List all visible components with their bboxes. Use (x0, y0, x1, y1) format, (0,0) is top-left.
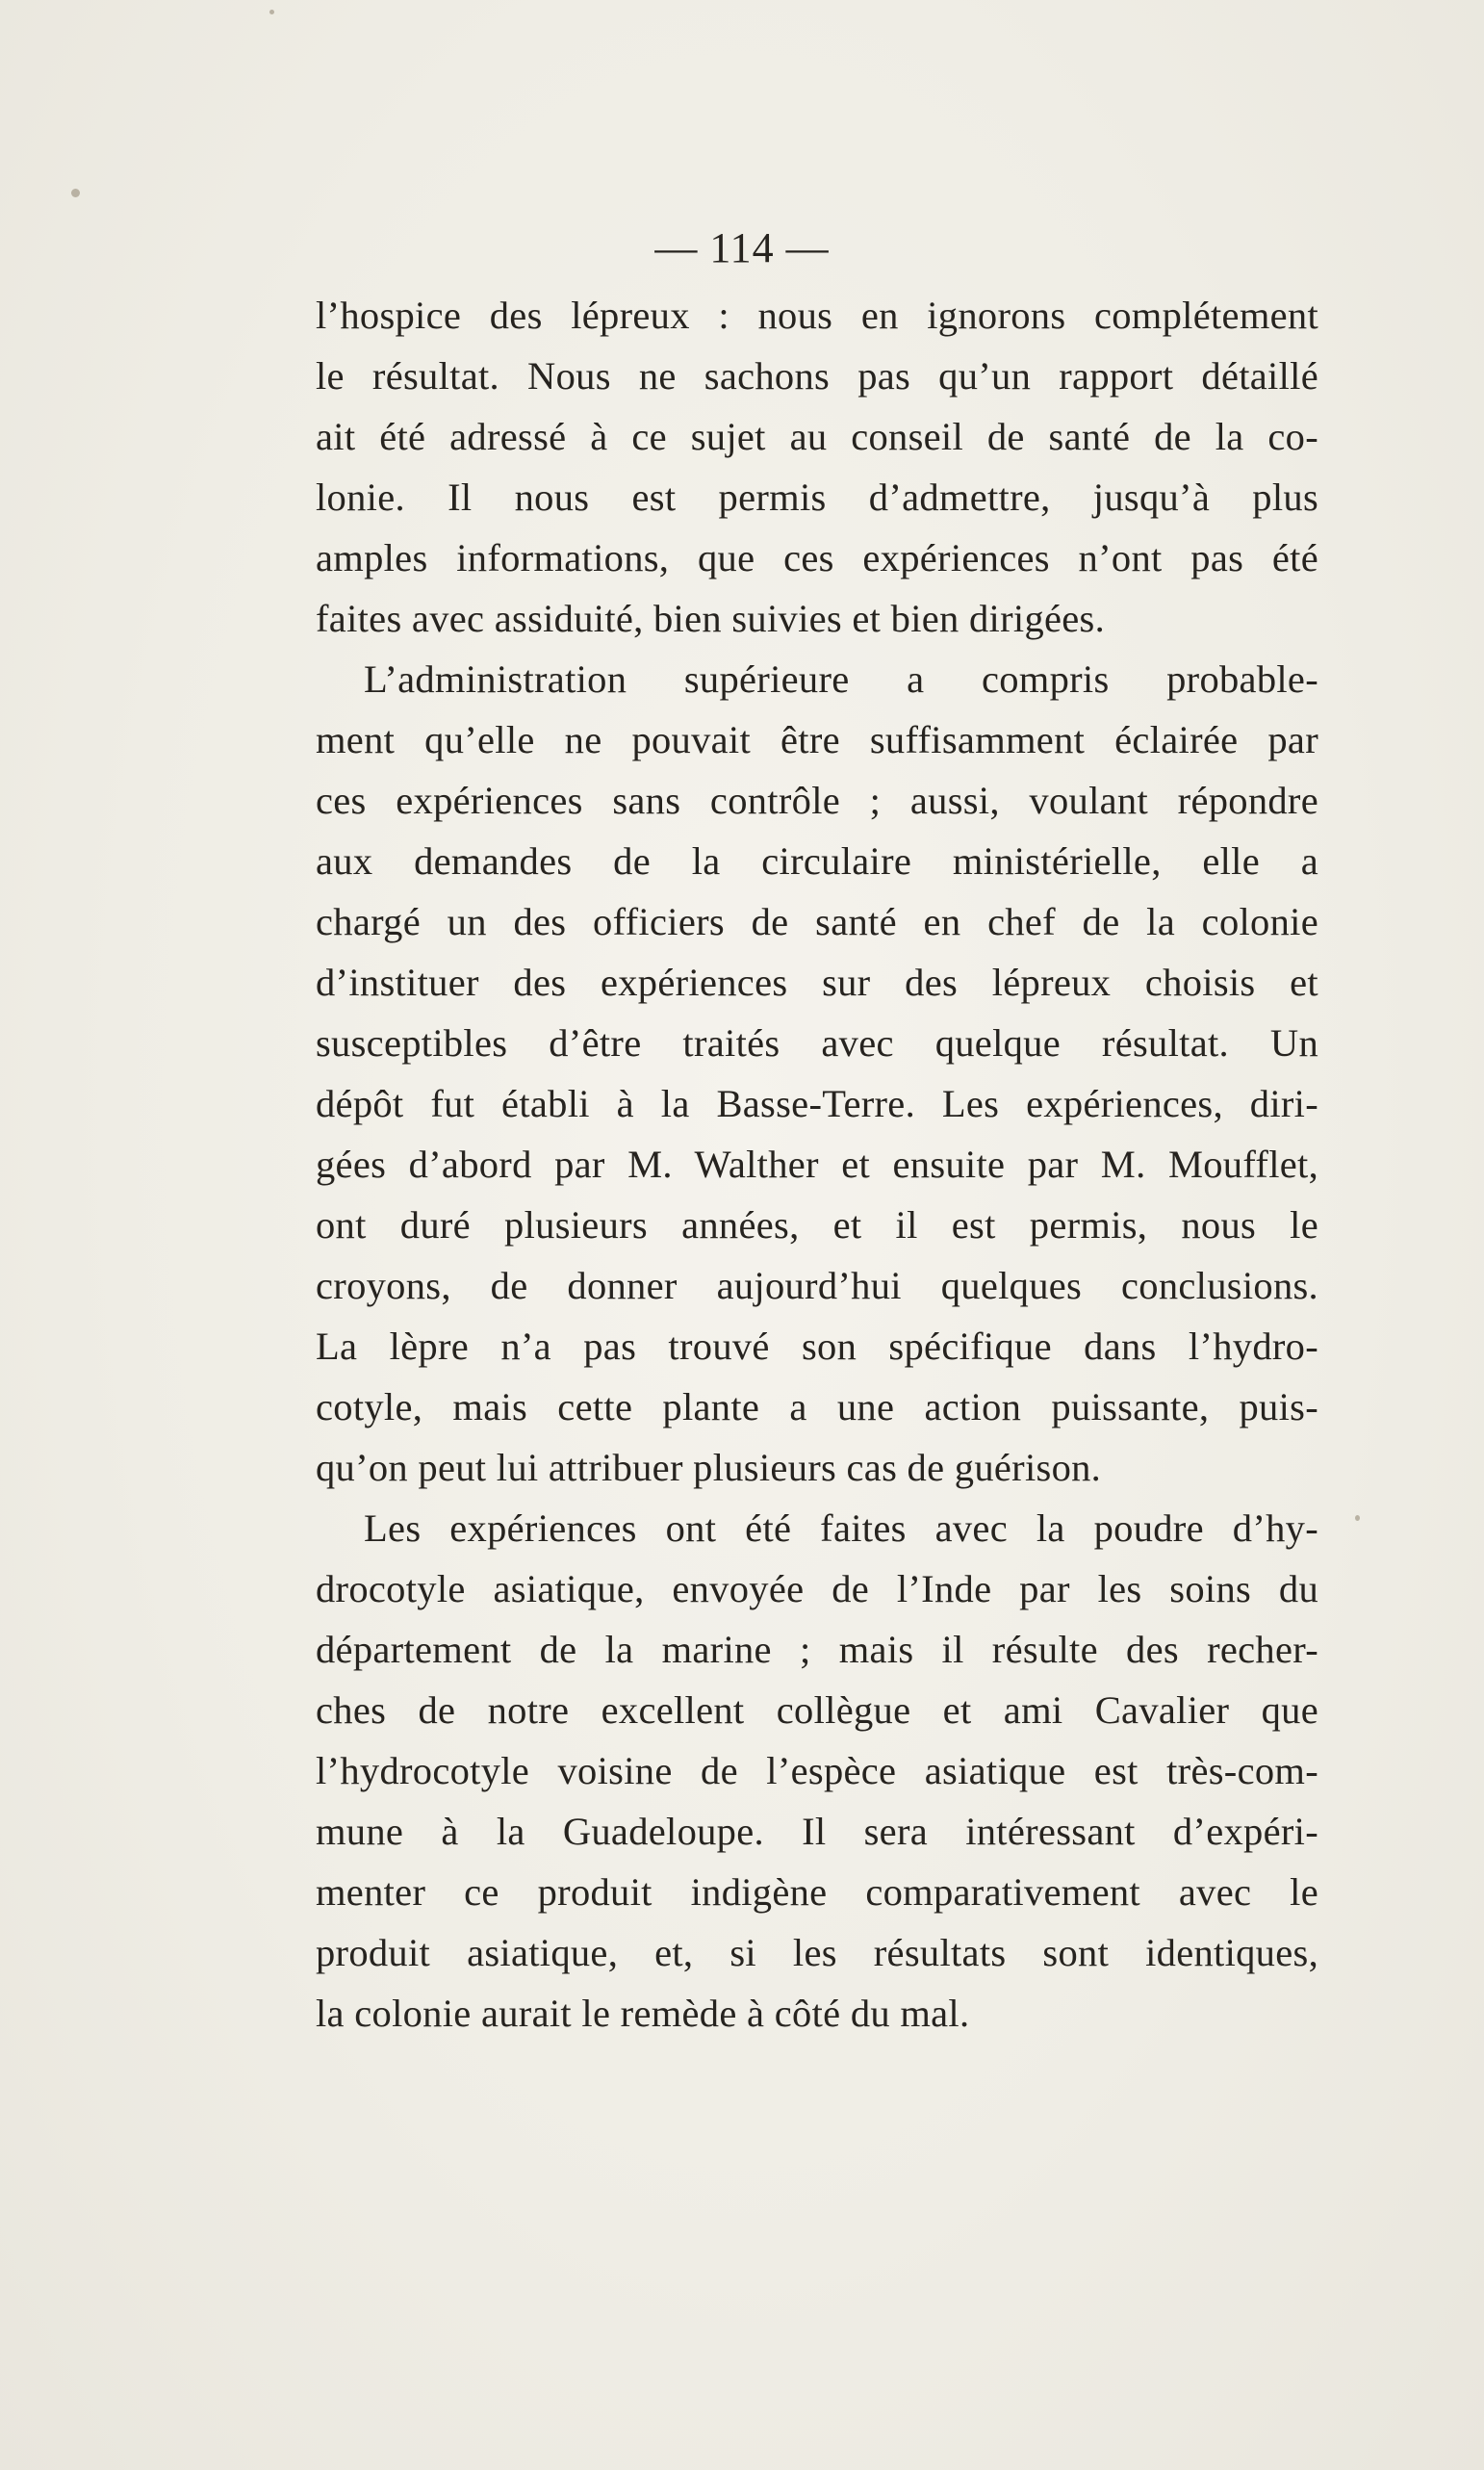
text-line: menter ce produit indigène comparativement avec le (316, 1870, 1318, 1914)
text-line: la colonie aurait le remède à côté du mal. (316, 1992, 970, 2035)
body-text (316, 285, 1318, 2044)
text-line: drocotyle asiatique, envoyée de l’Inde par les soins du (316, 1567, 1318, 1610)
text-line: ches de notre excellent collègue et ami Cavalier que (316, 1688, 1318, 1732)
text-line: La lèpre n’a pas trouvé son spécifique dans l’hydro- (316, 1325, 1318, 1368)
text-line: le résultat. Nous ne sachons pas qu’un rapport détaillé (316, 354, 1318, 398)
text-line: qu’on peut lui attribuer plusieurs cas de guérison. (316, 1446, 1102, 1489)
text-line: dépôt fut établi à la Basse-Terre. Les expériences, diri- (316, 1082, 1318, 1125)
text-line: produit asiatique, et, si les résultats sont identiques, (316, 1931, 1318, 1974)
text-line: l’hydrocotyle voisine de l’espèce asiatique est très-com- (316, 1749, 1318, 1792)
text-line: ont duré plusieurs années, et il est permis, nous le (316, 1203, 1318, 1247)
page-number: — 114 — (654, 224, 830, 271)
text-line: Les expériences ont été faites avec la poudre d’hy- (364, 1506, 1318, 1550)
text-line: ces expériences sans contrôle ; aussi, voulant répondre (316, 779, 1318, 822)
paper-speck (71, 189, 80, 197)
text-line: mune à la Guadeloupe. Il sera intéressant d’expéri- (316, 1810, 1318, 1853)
paper-speck (269, 10, 274, 14)
text-line: lonie. Il nous est permis d’admettre, jusqu’à plus (316, 476, 1318, 519)
text-line: gées d’abord par M. Walther et ensuite par M. Moufflet, (316, 1143, 1318, 1186)
text-line: croyons, de donner aujourd’hui quelques conclusions. (316, 1264, 1318, 1307)
text-line: chargé un des officiers de santé en chef de la colonie (316, 900, 1318, 943)
text-line: cotyle, mais cette plante a une action puissante, puis- (316, 1385, 1318, 1428)
text-line: amples informations, que ces expériences n’ont pas été (316, 536, 1318, 579)
paper-speck (1355, 1515, 1360, 1521)
text-line: aux demandes de la circulaire ministérielle, elle a (316, 839, 1318, 883)
text-line: L’administration supérieure a compris probable- (364, 657, 1318, 701)
text-line: faites avec assiduité, bien suivies et bien dirigées. (316, 597, 1106, 640)
text-line: ait été adressé à ce sujet au conseil de santé de la co- (316, 415, 1318, 458)
text-line: d’instituer des expériences sur des lépreux choisis et (316, 961, 1318, 1004)
text-line: l’hospice des lépreux : nous en ignorons complétement (316, 294, 1318, 337)
text-line: susceptibles d’être traités avec quelque résultat. Un (316, 1021, 1318, 1065)
text-line: département de la marine ; mais il résulte des recher- (316, 1628, 1318, 1671)
text-line: ment qu’elle ne pouvait être suffisamment éclairée par (316, 718, 1318, 761)
